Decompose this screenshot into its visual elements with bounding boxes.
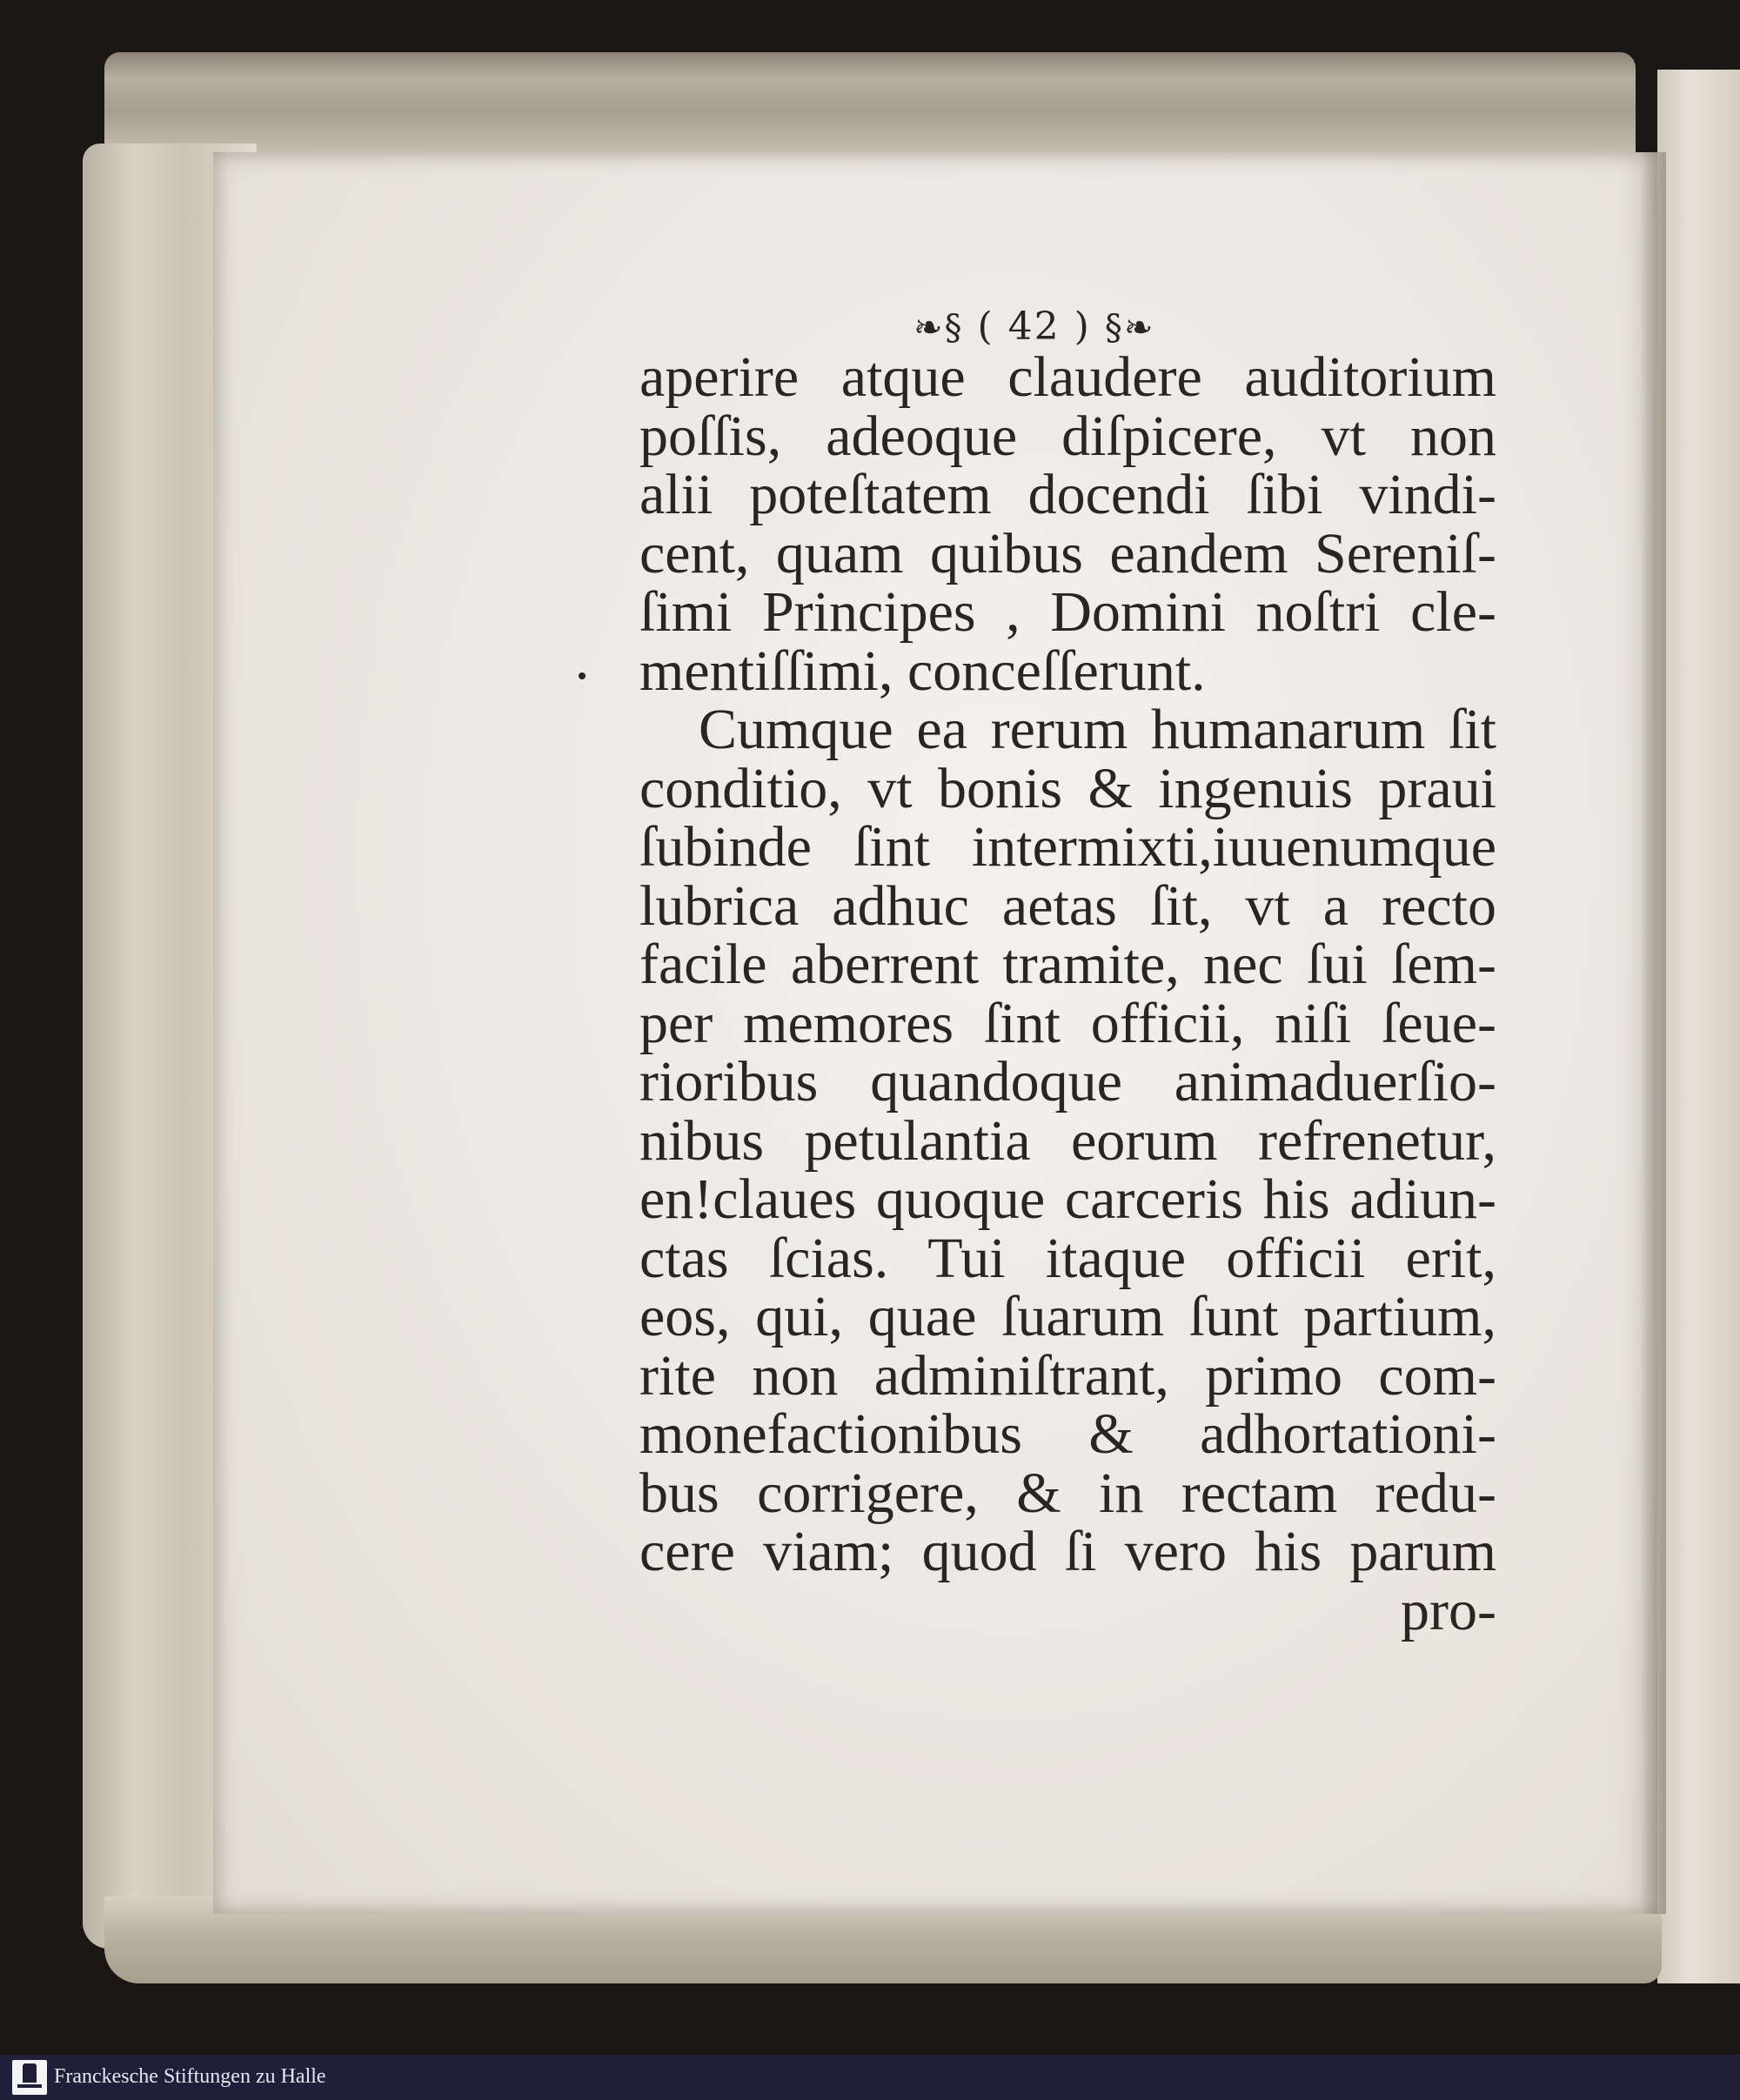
catchword: pro-	[1401, 1578, 1496, 1642]
text-line: mentiſſimi, conceſſerunt.	[639, 639, 1206, 703]
text-line: Cumque ea rerum humanarum ſit	[699, 698, 1496, 761]
text-line: per memores ſint officii, niſi ſeue-	[639, 991, 1496, 1055]
text-line: nibus petulantia eorum refrenetur,	[639, 1108, 1496, 1173]
running-head	[914, 304, 1174, 349]
text-line: rioribus quandoque animaduerſio-	[639, 1050, 1496, 1114]
page-number: ( 42 )	[977, 304, 1091, 349]
text-line: ſimi Principes , Domini noſtri cle-	[639, 580, 1496, 644]
text-line: lubrica adhuc aetas ſit, vt a recto	[639, 873, 1496, 938]
text-line: cere viam; quod ſi vero his parum	[639, 1520, 1496, 1583]
book-top-edge	[104, 52, 1636, 157]
text-line: cent, quam quibus eandem Sereniſ-	[639, 521, 1496, 585]
text-line: en!claues quoque carceris his adiun-	[639, 1167, 1496, 1231]
text-line: monefactionibus & adhortationi-	[639, 1402, 1496, 1466]
text-line: ſubinde ſint intermixti,iuuenumque	[639, 815, 1496, 879]
margin-mark	[579, 672, 586, 679]
gutter-shadow	[1640, 152, 1666, 1914]
text-line: rite non adminiſtrant, primo com-	[639, 1343, 1496, 1408]
text-line: eos, qui, quae ſuarum ſunt partium,	[639, 1285, 1496, 1348]
ornament-left-icon: ❧§	[914, 308, 964, 348]
text-line: bus corrigere, & in rectam redu-	[639, 1461, 1496, 1525]
footer-institution: Franckesche Stiftungen zu Halle	[54, 2065, 326, 2088]
franckesche-stiftungen-logo-icon	[12, 2060, 47, 2095]
footer-bar	[0, 2055, 1740, 2100]
body-text	[639, 345, 1496, 1642]
ornament-right-icon: §❧	[1104, 308, 1155, 348]
text-line: facile aberrent tramite, nec ſui ſem-	[639, 933, 1496, 996]
right-page-edge	[1657, 70, 1740, 1983]
text-line: aperire atque claudere auditorium	[639, 345, 1496, 409]
text-line: alii poteſtatem docendi ſibi vindi-	[639, 463, 1496, 526]
text-line: poſſis, adeoque diſpicere, vt non	[639, 404, 1496, 468]
text-line: ctas ſcias. Tui itaque officii erit,	[639, 1226, 1496, 1290]
text-line: conditio, vt bonis & ingenuis praui	[639, 756, 1496, 820]
